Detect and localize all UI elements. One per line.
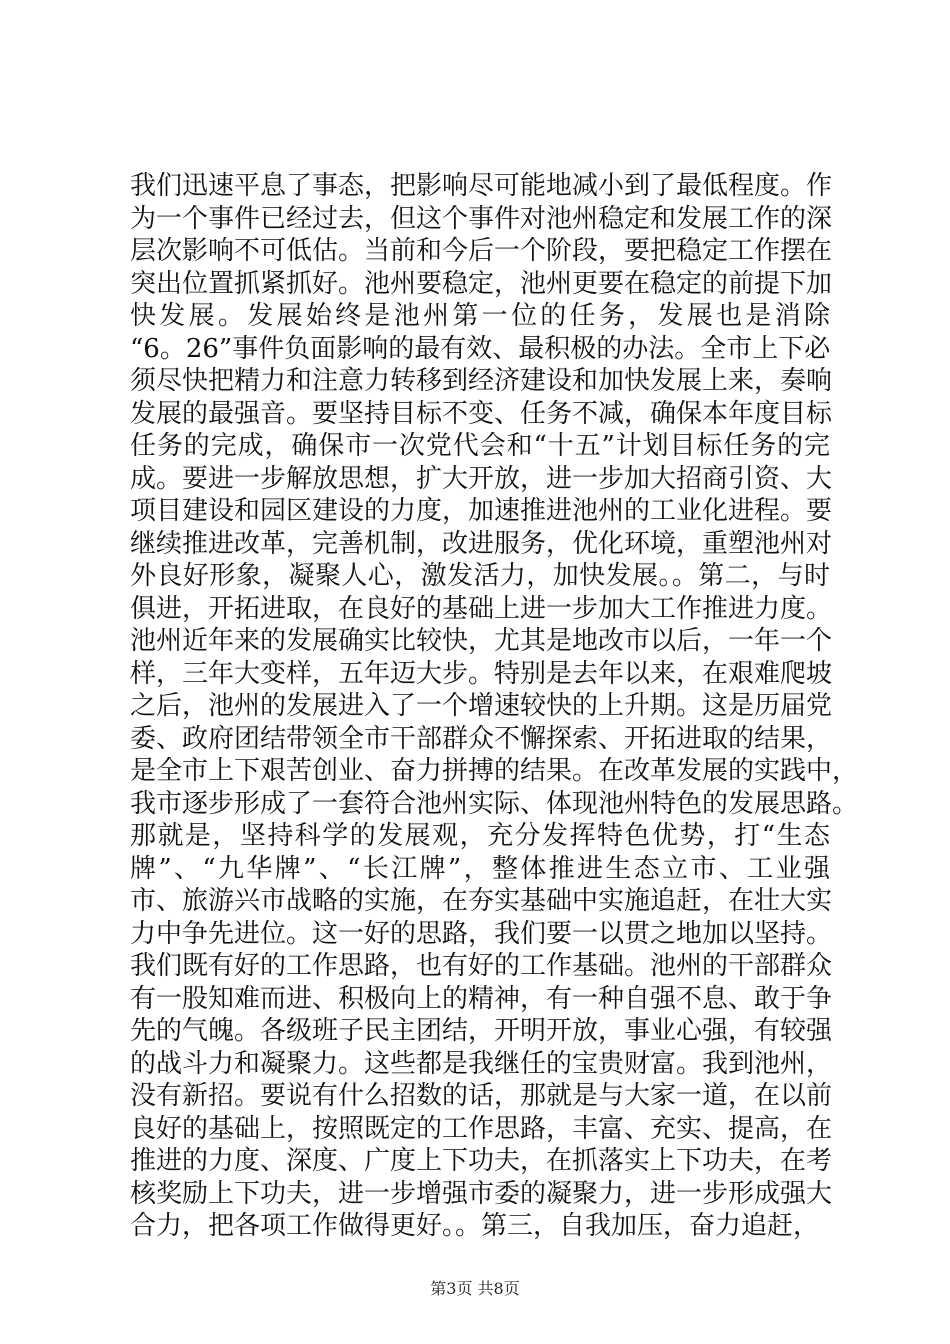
text-line: 之后，池州的发展进入了一个增速较快的上升期。这是历届党 xyxy=(130,691,833,721)
text-line: 继续推进改革，完善机制，改进服务，优化环境，重塑池州对 xyxy=(130,528,833,559)
text-line: 力中争先进位。这一好的思路，我们要一以贯之地加以坚持。 xyxy=(130,918,833,949)
text-line: 我市逐步形成了一套符合池州实际、体现池州特色的发展思路。 xyxy=(130,788,859,819)
page-number-footer: 第3页 共8页 xyxy=(430,1279,520,1298)
text-line: 那就是，坚持科学的发展观，充分发挥特色优势，打“生态 xyxy=(130,821,830,851)
text-line: 快发展。发展始终是池州第一位的任务，发展也是消除 xyxy=(130,301,830,331)
text-line: 样，三年大变样，五年迈大步。特别是去年以来，在艰难爬坡 xyxy=(130,658,833,689)
text-line: 层次影响不可低估。当前和今后一个阶段，要把稳定工作摆在 xyxy=(130,236,833,266)
text-line: 核奖励上下功夫，进一步增强市委的凝聚力，进一步形成强大 xyxy=(130,1178,833,1209)
text-line: 项目建设和园区建设的力度，加速推进池州的工业化进程。要 xyxy=(130,496,833,526)
text-line: 推进的力度、深度、广度上下功夫，在抓落实上下功夫，在考 xyxy=(130,1146,833,1176)
text-line: 我们迅速平息了事态，把影响尽可能地减小到了最低程度。作 xyxy=(130,171,833,201)
text-line: 突出位置抓紧抓好。池州要稳定，池州更要在稳定的前提下加 xyxy=(130,268,833,299)
text-line: 合力，把各项工作做得更好。。第三，自我加压，奋力追赶， xyxy=(130,1211,820,1241)
text-line: 没有新招。要说有什么招数的话，那就是与大家一道，在以前 xyxy=(130,1081,833,1111)
body-text xyxy=(130,170,859,1243)
text-line: “6。26”事件负面影响的最有效、最积极的办法。全市上下必 xyxy=(130,333,831,364)
text-line: 委、政府团结带领全市干部群众不懈探索、开拓进取的结果， xyxy=(130,723,833,754)
text-line: 池州近年来的发展确实比较快，尤其是地改市以后，一年一个 xyxy=(130,626,833,656)
text-line: 有一股知难而进、积极向上的精神，有一种自强不息、敢于争 xyxy=(130,983,833,1014)
text-line: 为一个事件已经过去，但这个事件对池州稳定和发展工作的深 xyxy=(130,203,833,234)
text-line: 牌”、“九华牌”、“长江牌”，整体推进生态立市、工业强 xyxy=(130,853,830,884)
text-line: 外良好形象，凝聚人心，激发活力，加快发展。。第二，与时 xyxy=(130,561,830,591)
text-line: 任务的完成，确保市一次党代会和“十五”计划目标任务的完 xyxy=(130,431,830,461)
text-line: 我们既有好的工作思路，也有好的工作基础。池州的干部群众 xyxy=(130,951,833,981)
text-line: 良好的基础上，按照既定的工作思路，丰富、充实、提高，在 xyxy=(130,1113,833,1144)
text-line: 发展的最强音。要坚持目标不变、任务不减，确保本年度目标 xyxy=(130,398,833,429)
text-line: 成。要进一步解放思想，扩大开放，进一步加大招商引资、大 xyxy=(130,463,833,494)
text-line: 先的气魄。各级班子民主团结，开明开放，事业心强，有较强 xyxy=(130,1016,833,1046)
text-line: 是全市上下艰苦创业、奋力拼搏的结果。在改革发展的实践中， xyxy=(130,756,859,786)
text-line: 俱进，开拓进取，在良好的基础上进一步加大工作推进力度。 xyxy=(130,593,833,624)
text-line: 市、旅游兴市战略的实施，在夯实基础中实施追赶，在壮大实 xyxy=(130,886,833,916)
text-line: 的战斗力和凝聚力。这些都是我继任的宝贵财富。我到池州， xyxy=(130,1048,833,1079)
text-line: 须尽快把精力和注意力转移到经济建设和加快发展上来，奏响 xyxy=(130,366,833,396)
